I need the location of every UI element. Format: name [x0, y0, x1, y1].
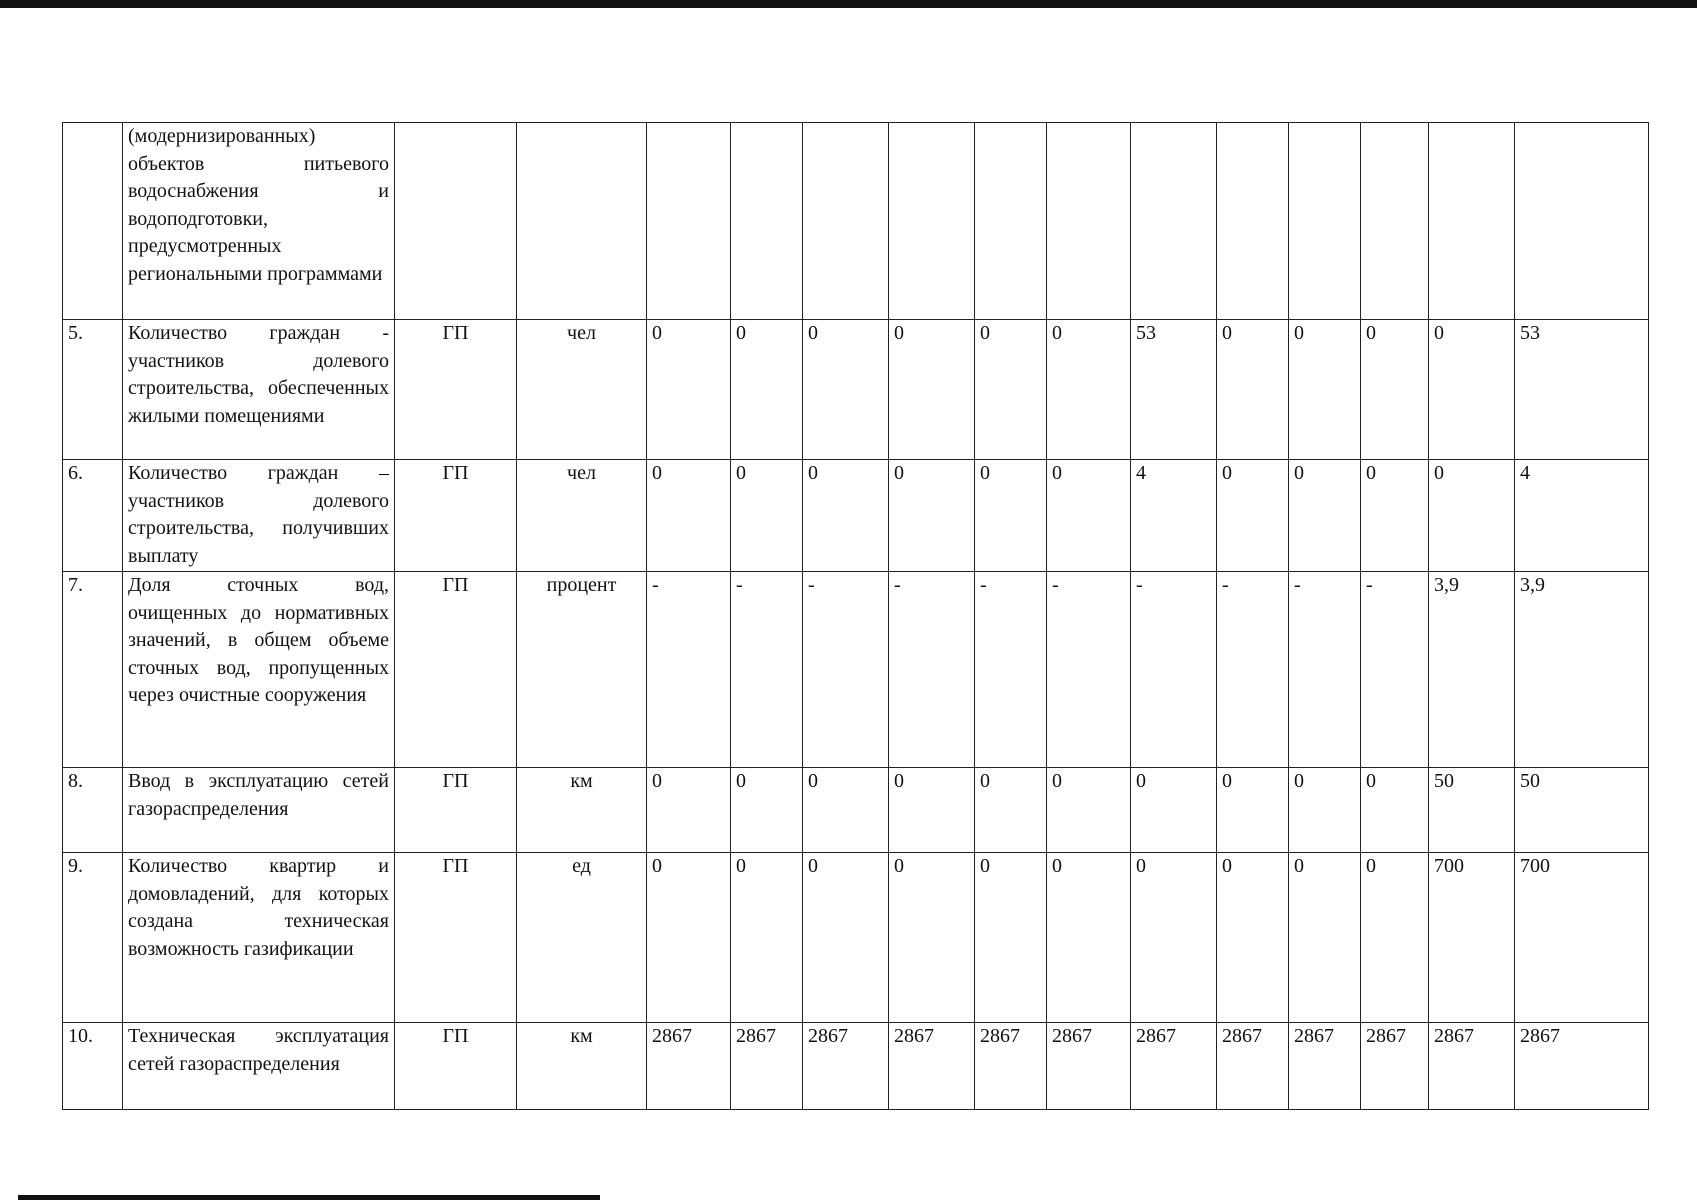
value-cell: 0	[731, 320, 803, 460]
value-cell: 0	[889, 320, 975, 460]
value-cell: 0	[1289, 768, 1361, 853]
value-cell	[1515, 123, 1649, 320]
row-number-cell	[63, 123, 123, 320]
unit-cell: процент	[517, 572, 647, 768]
value-cell	[1047, 123, 1131, 320]
value-cell: 0	[1429, 320, 1515, 460]
value-cell: 0	[803, 768, 889, 853]
value-cell: -	[975, 572, 1047, 768]
value-cell: 4	[1515, 460, 1649, 572]
value-cell: 2867	[1289, 1023, 1361, 1110]
value-cell: 0	[1361, 460, 1429, 572]
value-cell	[1289, 123, 1361, 320]
indicator-name-cell: (модернизированных) объектов питьевого водоснабжения и водоподготовки, предусмотренных региональными программами	[123, 123, 395, 320]
value-cell: 0	[803, 320, 889, 460]
value-cell: 0	[1217, 320, 1289, 460]
unit-cell: чел	[517, 320, 647, 460]
value-cell: 0	[975, 853, 1047, 1023]
value-cell: 0	[731, 853, 803, 1023]
unit-cell: ед	[517, 853, 647, 1023]
value-cell: 0	[647, 853, 731, 1023]
value-cell: 2867	[1429, 1023, 1515, 1110]
value-cell: 2867	[803, 1023, 889, 1110]
source-cell: ГП	[395, 768, 517, 853]
value-cell: 2867	[1047, 1023, 1131, 1110]
unit-cell	[517, 123, 647, 320]
row-number-cell: 10.	[63, 1023, 123, 1110]
value-cell	[803, 123, 889, 320]
table-row	[63, 768, 1649, 853]
value-cell: -	[1047, 572, 1131, 768]
value-cell: 3,9	[1515, 572, 1649, 768]
indicator-name-cell: Доля сточных вод, очищенных до нормативных значений, в общем объеме сточных вод, пропущенных через очистные сооружения	[123, 572, 395, 768]
value-cell: 0	[1361, 853, 1429, 1023]
indicator-name-cell: Количество квартир и домовладений, для которых создана техническая возможность газификации	[123, 853, 395, 1023]
value-cell	[889, 123, 975, 320]
value-cell	[1217, 123, 1289, 320]
table-row	[63, 460, 1649, 572]
value-cell: -	[803, 572, 889, 768]
value-cell: 2867	[889, 1023, 975, 1110]
value-cell: 0	[1429, 460, 1515, 572]
value-cell: 0	[647, 320, 731, 460]
table-row	[63, 572, 1649, 768]
source-cell	[395, 123, 517, 320]
value-cell	[1429, 123, 1515, 320]
value-cell: 0	[1047, 460, 1131, 572]
unit-cell: чел	[517, 460, 647, 572]
value-cell: 0	[1217, 853, 1289, 1023]
value-cell: -	[647, 572, 731, 768]
indicator-name-cell: Техническая эксплуатация сетей газораспределения	[123, 1023, 395, 1110]
value-cell: 0	[1289, 460, 1361, 572]
unit-cell: км	[517, 768, 647, 853]
scan-edge-bottom	[18, 1195, 600, 1200]
value-cell: -	[731, 572, 803, 768]
value-cell: 0	[889, 768, 975, 853]
indicator-name-cell: Ввод в эксплуатацию сетей газораспределения	[123, 768, 395, 853]
value-cell: 700	[1515, 853, 1649, 1023]
value-cell: 0	[1131, 853, 1217, 1023]
value-cell: 0	[647, 460, 731, 572]
value-cell: 0	[975, 320, 1047, 460]
value-cell: -	[1217, 572, 1289, 768]
value-cell: 2867	[731, 1023, 803, 1110]
value-cell: 0	[1217, 460, 1289, 572]
value-cell: -	[1131, 572, 1217, 768]
value-cell: 2867	[1131, 1023, 1217, 1110]
value-cell: 2867	[1217, 1023, 1289, 1110]
value-cell: 0	[1289, 853, 1361, 1023]
value-cell: -	[889, 572, 975, 768]
value-cell: 2867	[1361, 1023, 1429, 1110]
value-cell: 0	[731, 460, 803, 572]
value-cell: 0	[1047, 320, 1131, 460]
row-number-cell: 9.	[63, 853, 123, 1023]
value-cell: 0	[1361, 320, 1429, 460]
unit-cell: км	[517, 1023, 647, 1110]
source-cell: ГП	[395, 1023, 517, 1110]
value-cell: -	[1289, 572, 1361, 768]
value-cell: 3,9	[1429, 572, 1515, 768]
row-number-cell: 7.	[63, 572, 123, 768]
row-number-cell: 6.	[63, 460, 123, 572]
value-cell: 0	[803, 460, 889, 572]
indicator-name-cell: Количество граждан – участников долевого строительства, получивших выплату	[123, 460, 395, 572]
source-cell: ГП	[395, 320, 517, 460]
row-number-cell: 5.	[63, 320, 123, 460]
table-row	[63, 1023, 1649, 1110]
value-cell: 0	[889, 460, 975, 572]
value-cell: 53	[1515, 320, 1649, 460]
value-cell: 0	[975, 460, 1047, 572]
value-cell: 50	[1429, 768, 1515, 853]
value-cell: 700	[1429, 853, 1515, 1023]
value-cell: 0	[1217, 768, 1289, 853]
source-cell: ГП	[395, 853, 517, 1023]
value-cell	[975, 123, 1047, 320]
table-row	[63, 123, 1649, 320]
value-cell: 2867	[647, 1023, 731, 1110]
value-cell: 50	[1515, 768, 1649, 853]
table-row	[63, 853, 1649, 1023]
source-cell: ГП	[395, 572, 517, 768]
value-cell: 0	[1047, 768, 1131, 853]
value-cell: 0	[1131, 768, 1217, 853]
row-number-cell: 8.	[63, 768, 123, 853]
indicator-name-cell: Количество граждан - участников долевого строительства, обеспеченных жилыми помещениями	[123, 320, 395, 460]
value-cell: 2867	[1515, 1023, 1649, 1110]
value-cell	[647, 123, 731, 320]
value-cell: 0	[647, 768, 731, 853]
value-cell: 0	[889, 853, 975, 1023]
value-cell: 0	[975, 768, 1047, 853]
value-cell: 0	[1047, 853, 1131, 1023]
value-cell: 4	[1131, 460, 1217, 572]
indicators-table	[62, 122, 1649, 1110]
scan-edge-top	[0, 0, 1697, 8]
value-cell: 2867	[975, 1023, 1047, 1110]
value-cell: 53	[1131, 320, 1217, 460]
value-cell	[731, 123, 803, 320]
value-cell: 0	[731, 768, 803, 853]
value-cell	[1361, 123, 1429, 320]
value-cell: 0	[803, 853, 889, 1023]
table-body	[63, 123, 1649, 1110]
value-cell: -	[1361, 572, 1429, 768]
value-cell	[1131, 123, 1217, 320]
value-cell: 0	[1289, 320, 1361, 460]
value-cell: 0	[1361, 768, 1429, 853]
source-cell: ГП	[395, 460, 517, 572]
table-row	[63, 320, 1649, 460]
